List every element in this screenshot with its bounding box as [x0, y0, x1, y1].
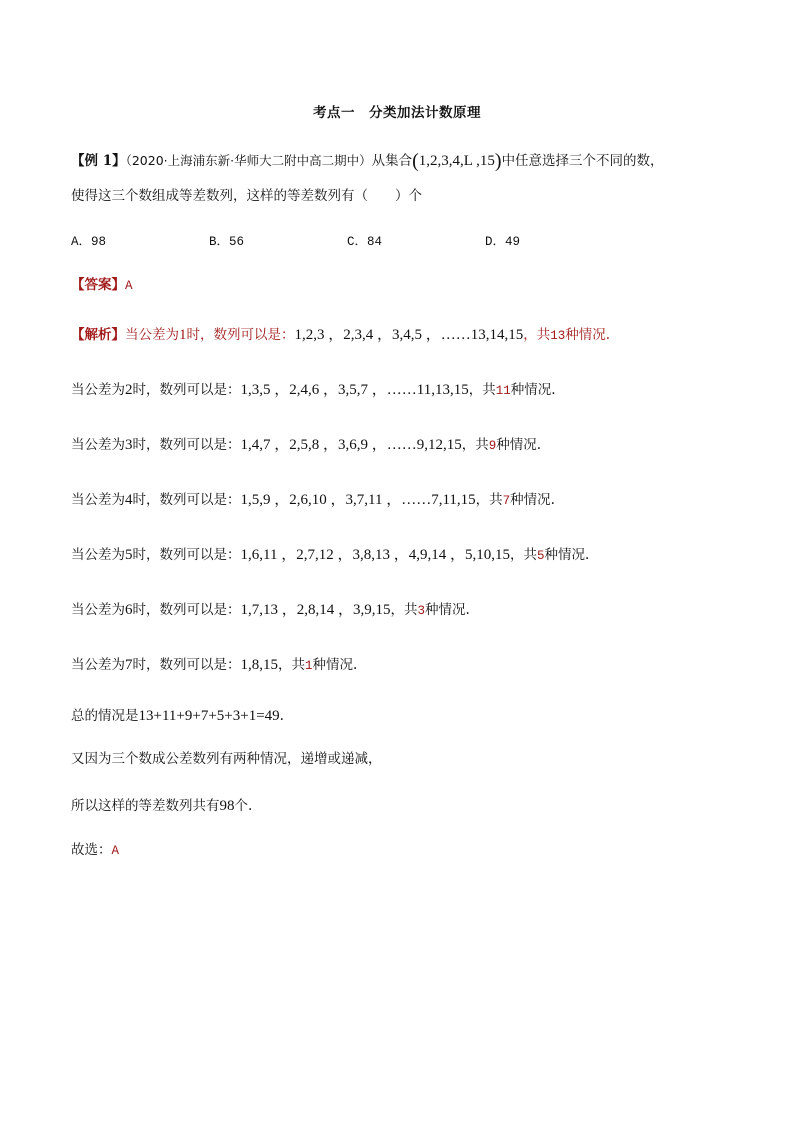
row-seq: 1,4,7 ，2,5,8 ，3,6,9 ，……9,12,15 [240, 437, 462, 453]
row-text: 种情况. [544, 547, 590, 563]
row-text: 时，数列可以是： [186, 327, 295, 343]
row-text: 种情况. [510, 492, 555, 508]
choose-value: A [111, 844, 120, 858]
choose-text: 故选： [71, 842, 112, 858]
row-count: 9 [488, 439, 497, 453]
row-diff: 7 [125, 657, 133, 673]
row-text: ，共 [278, 657, 305, 673]
total-text: 总的情况是 [71, 708, 139, 724]
conclusion-text: 个. [234, 798, 253, 814]
row-diff: 1 [179, 327, 187, 343]
row-text: 时，数列可以是： [132, 492, 241, 508]
row-seq: 1,3,5 ，2,4,6 ，3,5,7 ，……11,13,15 [240, 382, 469, 398]
row-count: 11 [495, 384, 511, 398]
section-title-part2: 分类加法计数原理 [369, 105, 481, 121]
row-text: 时，数列可以是： [132, 602, 241, 618]
answer-line [71, 275, 133, 296]
row-text: ，共 [390, 602, 418, 618]
row-seq: 1,5,9 ，2,6,10 ，3,7,11 ，……7,11,15 [240, 492, 476, 508]
analysis-tag: 【解析】 [71, 327, 125, 343]
row-text: ，共 [461, 437, 489, 453]
section-title [0, 101, 794, 121]
reason-line: 又因为三个数成公差数列有两种情况，递增或递减， [71, 751, 382, 767]
answer-tag: 【答案】 [71, 277, 125, 293]
row-text: ，共 [475, 492, 503, 508]
row-text: 当公差为 [71, 382, 125, 398]
set-close-paren: ) [494, 150, 502, 172]
row-text: 当公差为 [71, 437, 125, 453]
choice-a: A．98 [71, 235, 107, 249]
row-text: 当公差为 [125, 327, 179, 343]
row-text: ，共 [509, 547, 537, 563]
row-diff: 2 [125, 382, 133, 398]
choice-d: D．49 [485, 235, 521, 249]
row-seq: 1,8,15 [240, 657, 278, 673]
row-text: 当公差为 [71, 657, 125, 673]
row-text: 当公差为 [71, 492, 125, 508]
row-text: 时，数列可以是： [132, 657, 241, 673]
row-diff: 6 [125, 602, 133, 618]
row-text: ，共 [523, 327, 551, 343]
choice-b: B．56 [209, 235, 245, 249]
choose-line [71, 840, 119, 861]
example-tag: 【例 1】 [71, 153, 126, 169]
row-seq: 1,2,3 ，2,3,4 ，3,4,5 ，……13,14,15 [294, 327, 524, 343]
analysis-row-5 [71, 545, 589, 566]
row-seq: 1,6,11 ，2,7,12 ，3,8,13 ，4,9,14 ，5,10,15 [240, 547, 510, 563]
example-stem-line2: 使得这三个数组成等差数列，这样的等差数列有（ ）个 [71, 188, 422, 204]
analysis-row-2 [71, 380, 556, 401]
row-seq: 1,7,13 ，2,8,14 ，3,9,15 [240, 602, 391, 618]
row-text: ，共 [468, 382, 496, 398]
example-stem-a: 从集合 [371, 153, 413, 169]
row-text: 时，数列可以是： [132, 437, 241, 453]
row-count: 3 [417, 604, 426, 618]
row-text: 当公差为 [71, 547, 125, 563]
conclusion-number: 98 [219, 798, 235, 814]
row-text: 时，数列可以是： [132, 547, 241, 563]
row-text: 时，数列可以是： [132, 382, 241, 398]
row-text: 当公差为 [71, 602, 125, 618]
row-text: 种情况. [425, 602, 470, 618]
row-count: 5 [536, 549, 545, 563]
answer-value: A [125, 279, 133, 293]
row-text: 种情况. [496, 437, 542, 453]
analysis-row-7 [71, 655, 357, 676]
row-count: 13 [550, 329, 566, 343]
analysis-row-4 [71, 490, 555, 511]
conclusion-line [71, 796, 252, 816]
conclusion-text: 所以这样的等差数列共有 [71, 798, 220, 814]
total-text: . [279, 708, 284, 724]
total-line [71, 706, 284, 726]
row-diff: 3 [125, 437, 133, 453]
section-title-part1: 考点一 [313, 105, 355, 121]
row-text: 种情况. [510, 382, 556, 398]
choice-c: C．84 [347, 235, 383, 249]
analysis-row-6 [71, 600, 470, 621]
set-body: 1,2,3,4,L ,15 [418, 153, 495, 169]
analysis-row-1 [71, 325, 610, 346]
row-text: 种情况. [312, 657, 358, 673]
row-count: 7 [502, 494, 511, 508]
example-stem-line1 [71, 151, 664, 171]
row-diff: 5 [125, 547, 133, 563]
row-count: 1 [305, 659, 313, 673]
analysis-row-3 [71, 435, 541, 456]
row-diff: 4 [125, 492, 133, 508]
example-source: （2020·上海浦东新·华师大二附中高二期中） [125, 153, 372, 168]
example-stem-b: 中任意选择三个不同的数， [501, 153, 664, 169]
total-expression: 13+11+9+7+5+3+1=49 [138, 708, 280, 724]
row-text: 种情况. [565, 327, 611, 343]
set-open-paren: ( [412, 150, 419, 172]
